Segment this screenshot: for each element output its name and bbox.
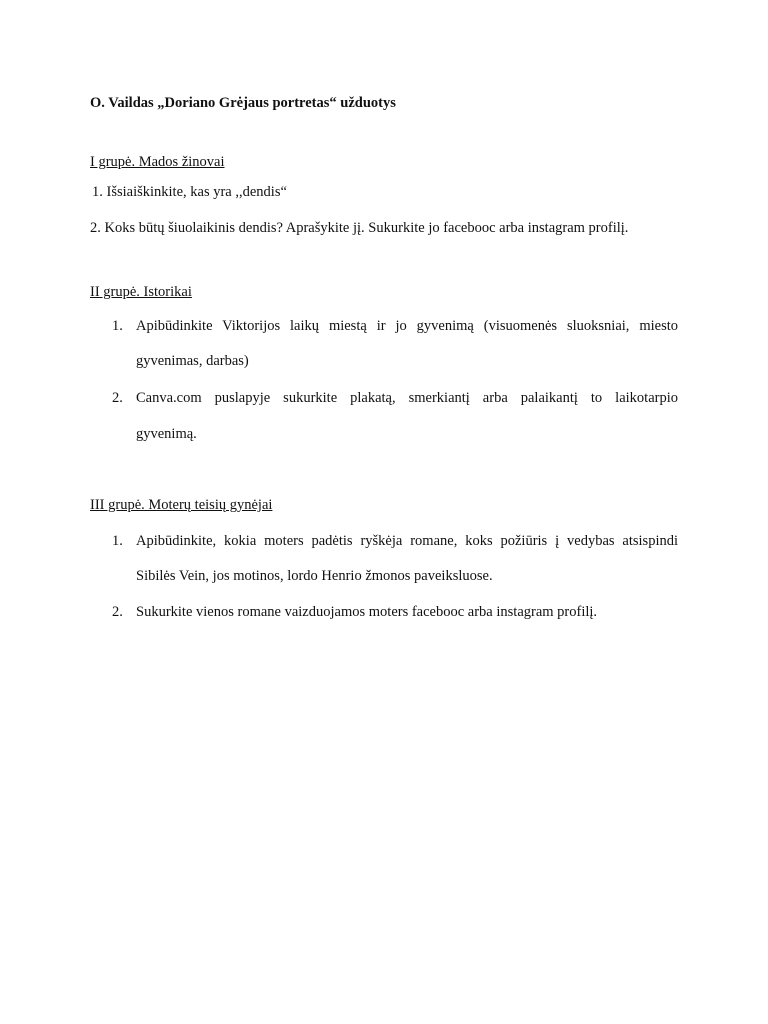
group-1-item-2: 2. Koks būtų šiuolaikinis dendis? Aprašykite jį. Sukurkite jo facebooc arba instagram profilį.: [90, 220, 629, 236]
group-2-item-2-line-1: Canva.com puslapyje sukurkite plakatą, smerkiantį arba palaikantį to laikotarpio: [136, 390, 678, 406]
group-3-item-1-line-2: Sibilės Vein, jos motinos, lordo Henrio žmonos paveiksluose.: [136, 568, 493, 584]
group-2-item-1-line-2: gyvenimas, darbas): [136, 353, 249, 369]
group-1-item-1: 1. Išsiaiškinkite, kas yra ,,dendis“: [92, 184, 287, 200]
group-3-item-2-line-1: Sukurkite vienos romane vaizduojamos moters facebooc arba instagram profilį.: [136, 604, 598, 620]
group-2-item-1-number: 1.: [112, 318, 123, 334]
document-title: O. Vaildas „Doriano Grėjaus portretas“ užduotys: [90, 95, 396, 111]
group-1-heading: I grupė. Mados žinovai: [90, 154, 225, 170]
group-2-item-2-line-2: gyvenimą.: [136, 426, 197, 442]
group-2-item-1-line-1: Apibūdinkite Viktorijos laikų miestą ir jo gyvenimą (visuomenės sluoksniai, miesto: [136, 318, 678, 334]
group-3-item-2-number: 2.: [112, 604, 123, 620]
group-2-item-2-number: 2.: [112, 390, 123, 406]
group-3-heading: III grupė. Moterų teisių gynėjai: [90, 497, 273, 513]
group-2-heading: II grupė. Istorikai: [90, 284, 192, 300]
group-3-item-1-line-1: Apibūdinkite, kokia moters padėtis ryškėja romane, koks požiūris į vedybas atsispindi: [136, 533, 678, 549]
group-3-item-1-number: 1.: [112, 533, 123, 549]
